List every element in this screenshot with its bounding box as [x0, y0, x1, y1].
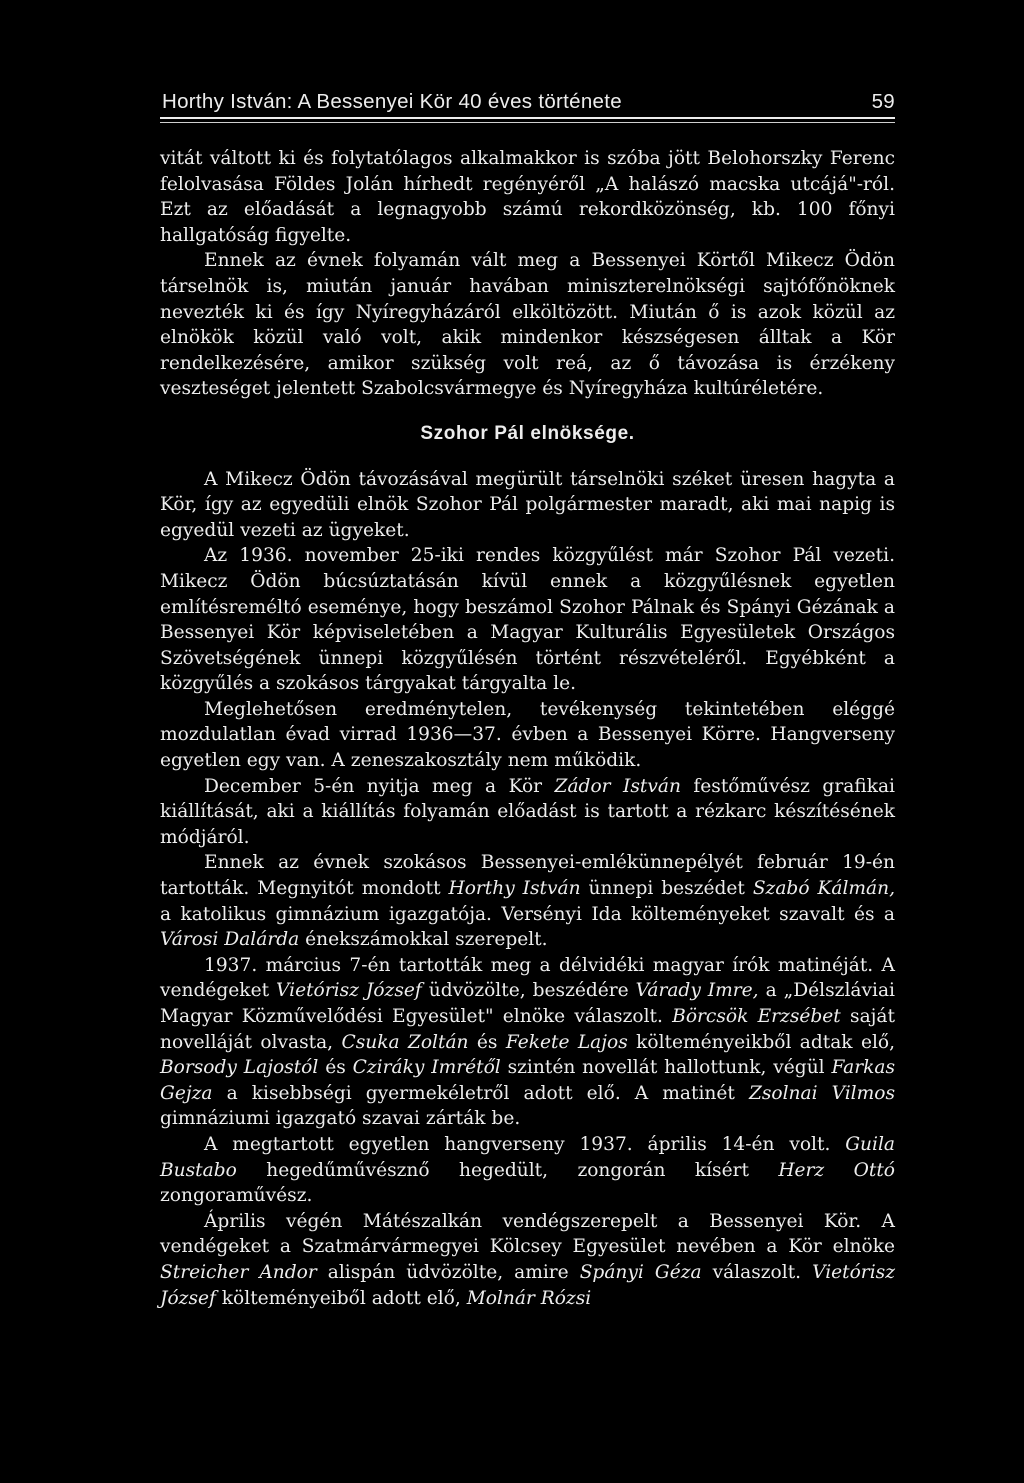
paragraph-6: December 5-én nyitja meg a Kör Zádor István festőművész grafikai kiállítását, aki a kiállítás folyamán előadást is tartott a rézkarc készítésének módjáról.	[160, 775, 895, 848]
section-heading: Szohor Pál elnöksége.	[420, 422, 635, 444]
paragraph-3: A Mikecz Ödön távozásával megürült társelnöki széket üresen hagyta a Kör, így az egyedüli elnök Szohor Pál polgármester maradt, aki mai napig is egyedül vezeti az ügyeket.	[160, 468, 895, 541]
paragraph-1: vitát váltott ki és folytatólagos alkalmakkor is szóba jött Belohorszky Ferenc felolvasása Földes Jolán hírhedt regényéről „A halászó macska utcájá"-ról. Ezt az előadását a legnagyobb számú rekordközönség, kb. 100 főnyi hallgatóság figyelte.	[160, 148, 895, 246]
paragraph-8: 1937. március 7-én tartották meg a délvidéki magyar írók matinéját. A vendégeket Vietórisz József üdvözölte, beszédére Várady Imre, a „Délszláviai Magyar Közművelődési Egyesület" elnöke válaszolt. Börcsök Erzsébet saját novelláját olvasta, Csuka Zoltán és Fekete Lajos költeményeikből adtak elő, Borsody Lajostól és Cziráky Imrétől szintén novellát hallottunk, végül Farkas Gejza a kisebbségi gyermekéletről adott elő. A matinét Zsolnai Vilmos gimnáziumi igazgató szavai zárták be.	[160, 954, 896, 1130]
book-page	[160, 88, 896, 1309]
header-title: Horthy István: A Bessenyei Kör 40 éves története	[162, 90, 622, 113]
paragraph-9: A megtartott egyetlen hangverseny 1937. április 14-én volt. Guila Bustabo hegedűművésznő hegedült, zongorán kísért Herz Ottó zongoraművész.	[160, 1133, 895, 1207]
running-header	[160, 88, 895, 120]
paragraph-7: Ennek az évnek szokásos Bessenyei-emlékünnepélyét február 19-én tartották. Megnyitót mondott Horthy István ünnepi beszédet Szabó Kálmán, a katolikus gimnázium igazgatója. Versényi Ida költeményeket szavalt és a Városi Dalárda énekszámokkal szerepelt.	[160, 852, 895, 951]
paragraph-5: Meglehetősen eredménytelen, tevékenység tekintetében eléggé mozdulatlan évad virrad 1936—37. évben a Bessenyei Körre. Hangverseny egyetlen egy van. A zeneszakosztály nem működik.	[160, 698, 895, 772]
person-name: Zádor István	[554, 775, 681, 797]
person-name: Horthy István	[448, 878, 581, 900]
organization-name: Városi Dalárda	[160, 929, 300, 951]
paragraph-2: Ennek az évnek folyamán vált meg a Bessenyei Körtől Mikecz Ödön társelnök is, miután január havában miniszterelnökségi sajtófőnöknek nevezték ki és így Nyíregyházáról elköltözött. Miután ő is azok közül az elnökök közül való volt, akik mindenkor készségesen álltak a Kör rendelkezésére, amikor szükség volt reá, az ő távozása is érzékeny veszteséget jelentett Szabolcsvármegye és Nyíregyháza kultúréletére.	[160, 250, 895, 400]
paragraph-4: Az 1936. november 25-iki rendes közgyűlést már Szohor Pál vezeti. Mikecz Ödön búcsúztatásán kívül ennek a közgyűlésnek egyetlen említésreméltó eseménye, hogy beszámol Szohor Pálnak és Spányi Gézának a Bessenyei Kör képviseletében a Magyar Kulturális Egyesületek Országos Szövetségének ünnepi közgyűlésén történt részvételéről. Egyébként a közgyűlés a szokásos tárgyakat tárgyalta le.	[160, 545, 895, 695]
header-rule	[160, 117, 895, 119]
page-number: 59	[871, 90, 895, 113]
body-text	[160, 146, 895, 1311]
header-rule-thin	[160, 122, 895, 123]
person-name: Szabó Kálmán,	[752, 878, 895, 900]
paragraph-10: Április végén Mátészalkán vendégszerepelt a Bessenyei Kör. A vendégeket a Szatmárvármegyei Kölcsey Egyesület nevében a Kör elnöke Streicher Andor alispán üdvözölte, amire Spányi Géza válaszolt. Vietórisz József költeményeiből adott elő, Molnár Rózsi	[160, 1210, 895, 1309]
